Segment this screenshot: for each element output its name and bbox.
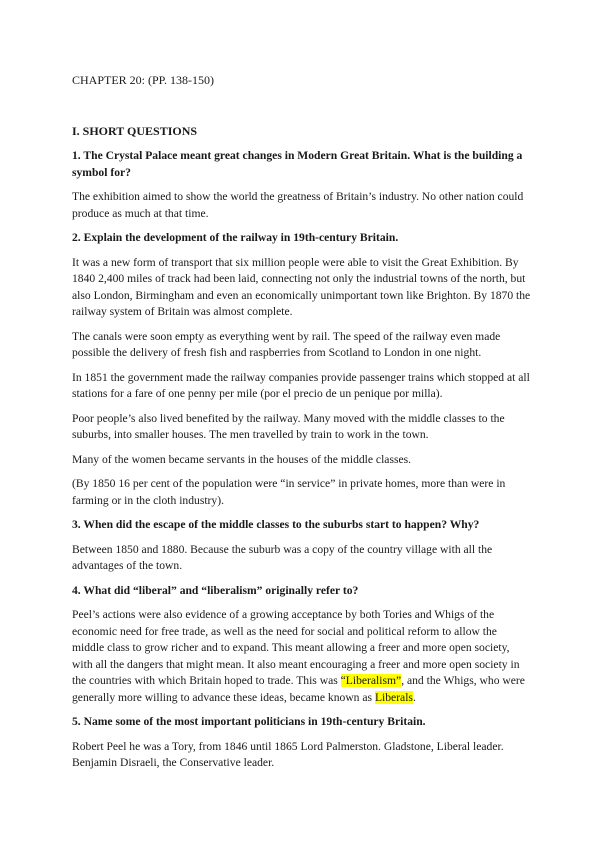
section-heading: I. SHORT QUESTIONS [72, 123, 198, 138]
highlight-liberalism: “Liberalism” [340, 674, 402, 687]
question-1: 1. The Crystal Palace meant great changes in Modern Great Britain. What is the building a symbol for? [72, 149, 523, 179]
answer-3: Between 1850 and 1880. Because the suburb was a copy of the country village with all the advantages of the town. [72, 542, 493, 572]
answer-1: The exhibition aimed to show the world the greatness of Britain’s industry. No other nation could produce as much at that time. [72, 190, 524, 220]
highlight-liberals: Liberals [374, 690, 413, 704]
question-4: 4. What did “liberal” and “liberalism” originally refer to? [72, 583, 359, 597]
answer-2-paragraph-5: Many of the women became servants in the houses of the middle classes. [72, 452, 412, 466]
answer-2-paragraph-4: Poor people’s also lived benefited by the railway. Many moved with the middle classes to the suburbs, into smaller houses. The men travelled by train to work in the town. [72, 411, 505, 441]
chapter-heading: CHAPTER 20: (PP. 138-150) [72, 73, 215, 87]
question-5: 5. Name some of the most important politicians in 19th-century Britain. [72, 715, 426, 728]
question-3: 3. When did the escape of the middle classes to the suburbs start to happen? Why? [72, 518, 480, 531]
answer-5: Robert Peel he was a Tory, from 1846 until 1865 Lord Palmerston. Gladstone, Liberal leader. Benjamin Disraeli, the Conservative leader. [72, 739, 504, 769]
answer-2-paragraph-2: The canals were soon empty as everything went by rail. The speed of the railway even made possible the delivery of fresh fish and raspberries from Scotland to London in one night. [72, 329, 501, 359]
answer-4-text-end: . [412, 690, 416, 704]
answer-4-text-middle: , and the Whigs, who were generally more willing to advance these ideas, became known as [72, 674, 525, 704]
answer-4 [72, 607, 532, 706]
answer-4-text-start: Peel’s actions were also evidence of a growing acceptance by both Tories and Whigs of the economic need for free trade, as well as the need for social and political reform to allow the middle class to grow richer and to expand. This meant allowing a freer and more open society, with all the dangers that might mean. It also meant encouraging a freer and more open society in the countries with which Britain hoped to trade. This was [72, 608, 520, 687]
answer-2-paragraph-6: (By 1850 16 per cent of the population were “in service” in private homes, more than were in farming or in the cloth industry). [72, 477, 506, 507]
answer-2-paragraph-3: In 1851 the government made the railway companies provide passenger trains which stopped at all stations for a fare of one penny per mile (por el precio de un penique por milla). [72, 370, 530, 400]
answer-2-paragraph-1: It was a new form of transport that six million people were able to visit the Great Exhibition. By 1840 2,400 miles of track had been laid, connecting not only the industrial towns of the north, but also London, Birmingham and even an economically unimportant town like Brighton. By 1870 the railway system of Britain was almost complete. [72, 255, 531, 318]
document-body [72, 72, 532, 780]
question-2: 2. Explain the development of the railway in 19th-century Britain. [72, 231, 399, 244]
